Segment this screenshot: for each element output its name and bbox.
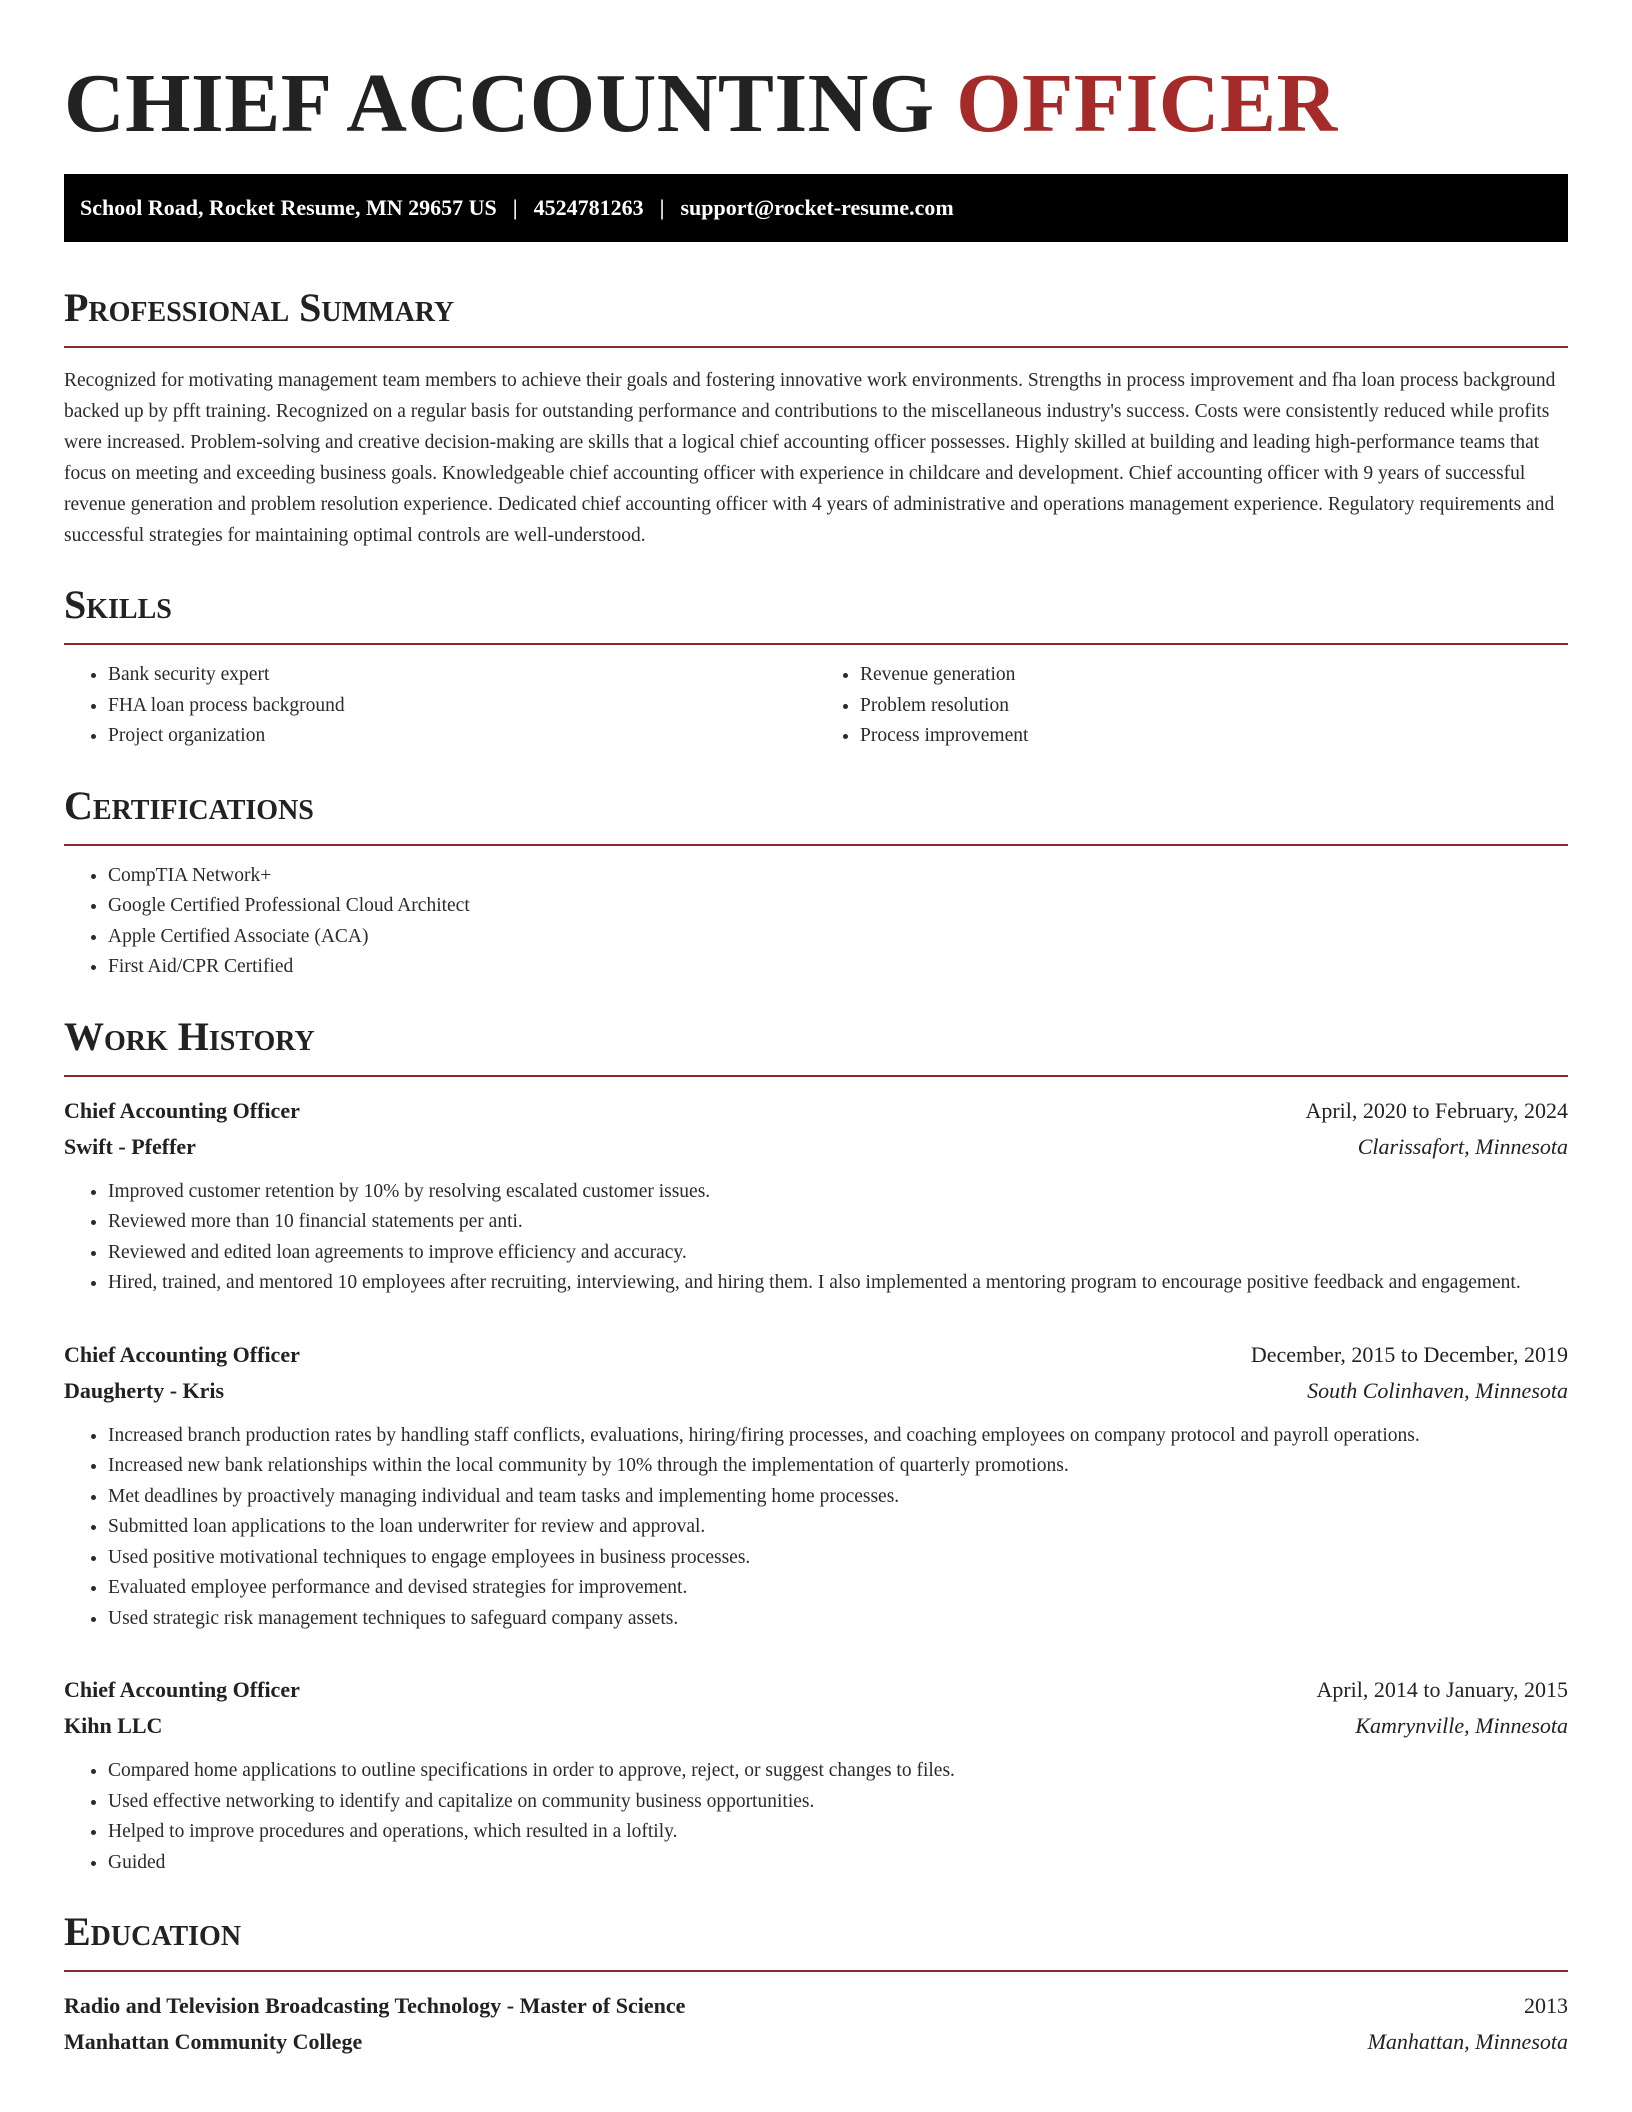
job-bullet: • Increased new bank relationships within the local community by 10% through the implementation of quarterly promotions.	[108, 1451, 1568, 1482]
education-school-row	[64, 2024, 1568, 2060]
job-header-row	[64, 1093, 1568, 1129]
job-company: Swift - Pfeffer	[64, 1133, 196, 1159]
resume-title	[64, 0, 1568, 150]
certification-item: • CompTIA Network+	[108, 861, 1568, 892]
job-company: Daugherty - Kris	[64, 1377, 225, 1403]
job-dates: April, 2014 to January, 2015	[1316, 1677, 1568, 1702]
work-history-heading: Work History	[64, 1011, 1568, 1077]
job-bullet: • Met deadlines by proactively managing individual and team tasks and implementing home processes.	[108, 1482, 1568, 1513]
job-bullet: • Used strategic risk management techniques to safeguard company assets.	[108, 1604, 1568, 1635]
job-bullets	[64, 1177, 1568, 1299]
job-bullet: • Reviewed more than 10 financial statements per anti.	[108, 1207, 1568, 1238]
job-company: Kihn LLC	[64, 1713, 163, 1738]
certifications-heading: Certifications	[64, 780, 1568, 846]
education-year: 2013	[1524, 1993, 1568, 2018]
job-title: Chief Accounting Officer	[64, 1097, 300, 1123]
job-title: Chief Accounting Officer	[64, 1677, 300, 1702]
job-bullet: • Improved customer retention by 10% by resolving escalated customer issues.	[108, 1177, 1568, 1208]
skill-item: • FHA loan process background	[108, 691, 816, 722]
job-bullet: • Helped to improve procedures and operations, which resulted in a loftily.	[108, 1817, 1568, 1848]
education-entry	[64, 1988, 1568, 2060]
certification-item: • Google Certified Professional Cloud Architect	[108, 891, 1568, 922]
job-header-row	[64, 1672, 1568, 1708]
summary-text: Recognized for motivating management team members to achieve their goals and fostering innovative work environments. Strengths in process improvement and fha loan process background backed up by pfft training. Recognized on a regular basis for outstanding performance and contributions to the miscellaneous industry's success. Costs were consistently reduced while profits were increased. Problem-solving and creative decision-making are skills that a logical chief accounting officer possesses. Highly skilled at building and leading high-performance teams that focus on meeting and exceeding business goals. Knowledgeable chief accounting officer with experience in childcare and development. Chief accounting officer with 9 years of successful revenue generation and problem resolution experience. Dedicated chief accounting officer with 4 years of administrative and operations management experience. Regulatory requirements and successful strategies for maintaining optimal controls are well-understood.	[64, 370, 1556, 546]
contact-bar	[64, 174, 1568, 242]
skill-item: • Problem resolution	[860, 691, 1568, 722]
job-title: Chief Accounting Officer	[64, 1341, 300, 1367]
job-bullet: • Increased branch production rates by handling staff conflicts, evaluations, hiring/firing processes, and coaching employees on company protocol and payroll operations.	[108, 1421, 1568, 1452]
certification-item: • First Aid/CPR Certified	[108, 952, 1568, 983]
education-heading: Education	[64, 1906, 1568, 1972]
job-location: Clarissafort, Minnesota	[1357, 1133, 1568, 1159]
skills-heading: Skills	[64, 579, 1568, 645]
job-header-row	[64, 1337, 1568, 1373]
education-degree: Radio and Television Broadcasting Technology - Master of Science	[64, 1993, 686, 2018]
title-main: CHIEF ACCOUNTING	[64, 57, 957, 150]
contact-email[interactable]: support@rocket-resume.com	[680, 195, 954, 220]
job-bullets	[64, 1421, 1568, 1635]
skills-list-right	[816, 660, 1568, 752]
skill-item: • Revenue generation	[860, 660, 1568, 691]
job-bullet: • Compared home applications to outline specifications in order to approve, reject, or suggest changes to files.	[108, 1756, 1568, 1787]
job-dates: December, 2015 to December, 2019	[1250, 1341, 1568, 1367]
job-location: South Colinhaven, Minnesota	[1307, 1377, 1568, 1403]
skills-grid	[64, 660, 1568, 752]
work-history-section	[64, 1011, 1568, 1879]
job-dates: April, 2020 to February, 2024	[1305, 1097, 1568, 1123]
contact-separator: |	[512, 195, 518, 220]
job-bullet: • Submitted loan applications to the loan underwriter for review and approval.	[108, 1512, 1568, 1543]
job-bullet: • Reviewed and edited loan agreements to improve efficiency and accuracy.	[108, 1238, 1568, 1269]
summary-section	[64, 282, 1568, 551]
job-entry	[64, 1337, 1568, 1635]
job-company-row	[64, 1129, 1568, 1165]
summary-heading: Professional Summary	[64, 282, 1568, 348]
job-bullet: • Used positive motivational techniques to engage employees in business processes.	[108, 1543, 1568, 1574]
skill-item: • Project organization	[108, 721, 816, 752]
title-accent: OFFICER	[956, 57, 1338, 150]
education-section	[64, 1906, 1568, 2060]
job-bullet: • Evaluated employee performance and devised strategies for improvement.	[108, 1573, 1568, 1604]
certifications-section	[64, 780, 1568, 983]
contact-separator: |	[659, 195, 665, 220]
job-company-row	[64, 1373, 1568, 1409]
skill-item: • Bank security expert	[108, 660, 816, 691]
education-degree-row	[64, 1988, 1568, 2024]
job-company-row	[64, 1708, 1568, 1744]
skills-list-left	[64, 660, 816, 752]
certifications-list	[64, 861, 1568, 983]
education-school: Manhattan Community College	[64, 2029, 363, 2054]
job-location: Kamrynville, Minnesota	[1355, 1713, 1568, 1738]
contact-address: School Road, Rocket Resume, MN 29657 US	[80, 195, 497, 220]
job-entry	[64, 1672, 1568, 1878]
job-entry	[64, 1093, 1568, 1299]
certification-item: • Apple Certified Associate (ACA)	[108, 922, 1568, 953]
skill-item: • Process improvement	[860, 721, 1568, 752]
job-bullet: • Used effective networking to identify and capitalize on community business opportunities.	[108, 1787, 1568, 1818]
skills-section	[64, 579, 1568, 752]
job-bullet: • Hired, trained, and mentored 10 employees after recruiting, interviewing, and hiring them. I also implemented a mentoring program to encourage positive feedback and engagement.	[108, 1268, 1568, 1299]
job-bullet: • Guided	[108, 1848, 1568, 1879]
job-bullets	[64, 1756, 1568, 1878]
contact-phone: 4524781263	[533, 195, 644, 220]
education-location: Manhattan, Minnesota	[1367, 2029, 1568, 2054]
